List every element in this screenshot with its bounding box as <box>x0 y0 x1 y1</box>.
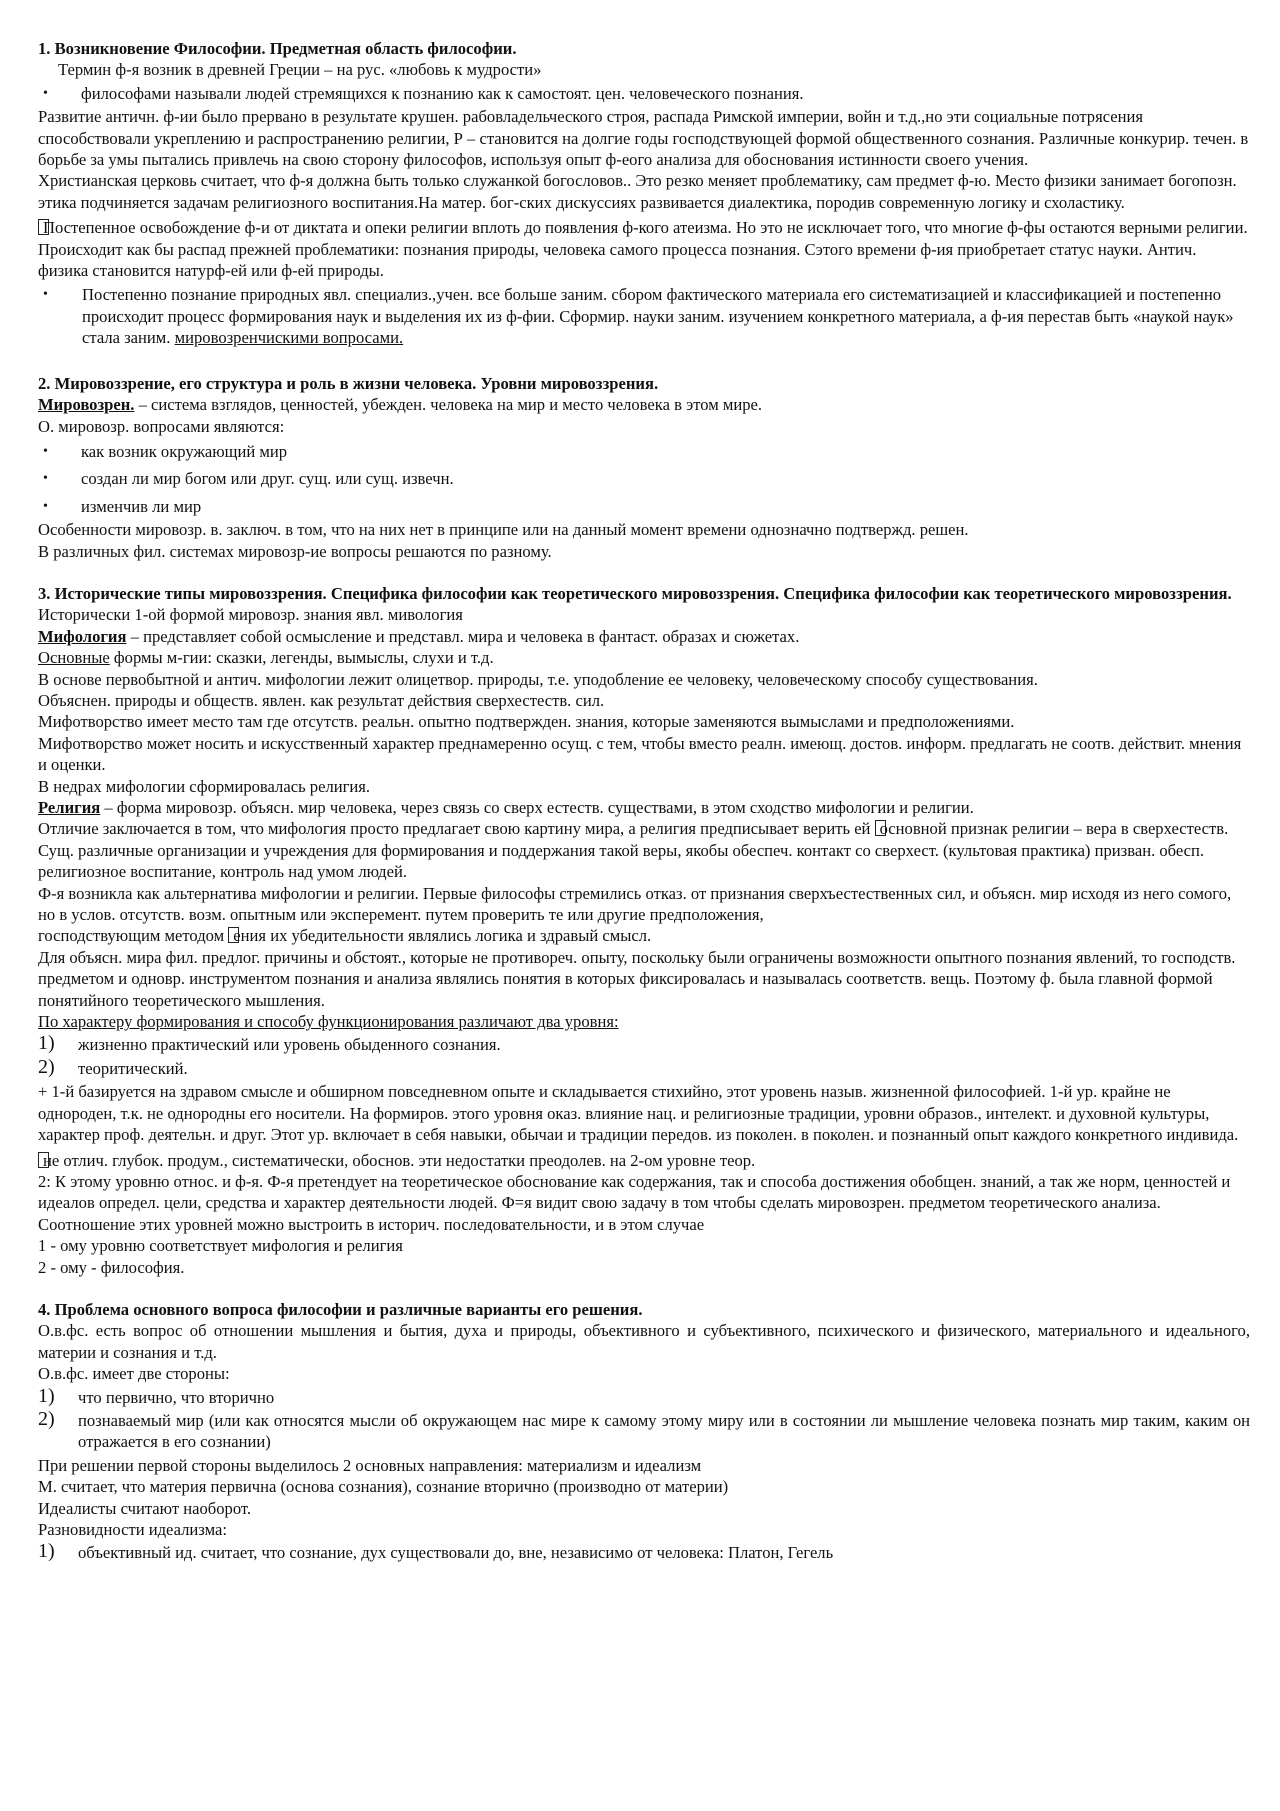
underlined-text: Основные <box>38 648 110 668</box>
list-number: 2) <box>38 1407 55 1430</box>
section-2-line: Особенности мировозр. в. заключ. в том, что на них нет в принципе или на данный момент времени однозначно подтвержд. решен. <box>38 520 969 540</box>
paragraph-text: Постепенное освобождение ф-и от диктата и опеки религии вплоть до появления ф-кого атеизма. Но это не исключает того, что многие ф-фы остаются верными религии. Происходит как бы распад прежней проблематики: познания природы, человека самого процесса познания. Сэтого времени ф-ия приобретает статус науки. Антич. физика становится натурф-ей или ф-ей природы. <box>38 218 1248 281</box>
list-item <box>38 1384 1250 1408</box>
section-4-line: При решении первой стороны выделилось 2 основных направления: материализм и идеализм <box>38 1455 702 1475</box>
term: Мифология <box>38 626 127 646</box>
bullet-icon: • <box>43 498 48 514</box>
definition <box>38 394 1250 415</box>
section-4-line: М. считает, что материя первична (основа сознания), сознание вторично (производно от материи) <box>38 1477 729 1497</box>
list-item-text: теоритический. <box>78 1058 188 1078</box>
list-item <box>38 496 1250 517</box>
line-text: основной признак религии – вера в сверхестеств. <box>879 819 1229 839</box>
list-item <box>38 468 1250 489</box>
document-page <box>38 38 1250 1566</box>
list-item <box>38 1542 1250 1563</box>
section-4-title: 4. Проблема основного вопроса философии и различные варианты его решения. <box>38 1299 643 1319</box>
list-number: 1) <box>38 1540 55 1563</box>
section-3-line <box>38 925 1250 946</box>
section-3-line: 2 - ому - философия. <box>38 1257 185 1277</box>
section-3-line: В недрах мифологии сформировалась религия. <box>38 776 371 796</box>
list-number: 1) <box>38 1384 55 1407</box>
bullet-icon: • <box>43 443 48 459</box>
list-number: 1) <box>38 1032 55 1055</box>
list-item-text: Постепенно познание природных явл. специализ.,учен. все больше заним. сбором фактического материала его систематизацией и классификацией и постепенно происходит процесс формирования наук и выделения их из ф-фии. Сформир. науки заним. изучением конкретного материала, а ф-ия перестав быть «наукой наук» стала заним. <box>82 285 1234 348</box>
line-text: ения их убедительности являлись логика и здравый смысл. <box>233 926 652 946</box>
underlined-text: По характеру формирования и способу функционирования различают два уровня: <box>38 1012 619 1032</box>
section-2-line: В различных фил. системах мировозр-ие вопросы решаются по разному. <box>38 541 552 561</box>
bullet-icon: • <box>43 471 48 487</box>
section-3-line <box>38 1011 1250 1032</box>
list-item <box>38 441 1250 462</box>
line-text: формы м-гии: сказки, легенды, вымыслы, слухи и т.д. <box>109 648 494 668</box>
definition <box>38 626 1250 647</box>
paragraph: Развитие античн. ф-ии было прервано в результате крушен. рабовладельческого строя, распада Римской империи, войн и т.д.,но эти социальные потрясения способствовали укреплению и распространению религии, Р – становится на долгие годы господствующей формой общественного сознания. Различные конкурир. течен. в борьбе за умы пытались привлечь на свою сторону философов, используя опыт ф-еого анализа для обоснования истинности своего учения. <box>38 107 1249 170</box>
section-3-line: 1 - ому уровню соответствует мифология и религия <box>38 1236 403 1256</box>
section-4-line: Идеалисты считают наоборот. <box>38 1498 252 1518</box>
section-1-title: 1. Возникновение Философии. Предметная область философии. <box>38 39 517 58</box>
list-number: 2) <box>38 1055 55 1078</box>
section-3-line: Ф-я возникла как альтернатива мифологии и религии. Первые философы стремились отказ. от признания сверхъестественных сил, и объясн. мир исходя из него сомого, но в услов. отсутств. возм. опытным или эксперемент. путем проверить те или другие предположения, <box>38 883 1232 925</box>
section-3-line <box>38 818 1250 839</box>
section-3-line: 2: К этому уровню относ. и ф-я. Ф-я претендует на теоретическое обоснование как содержания, так и способа достижения обобщен. знаний, а так же норм, ценностей и идеалов определ. цели, средства и характер деятельности людей. Ф=я видит свою задачу в том чтобы сделать мировозрен. предметом теоретического анализа. <box>38 1171 1231 1213</box>
section-1-line: Термин ф-я возник в древней Греции – на рус. «любовь к мудрости» <box>58 60 542 80</box>
list-item-text: познаваемый мир (или как относятся мысли об окружающем нас мире к самому этому миру или в состоянии ли мышление человека познать мир таким, каким он отражается в его сознании) <box>78 1410 1250 1452</box>
line-text: господствующим методом <box>38 926 229 946</box>
list-item-text: изменчив ли мир <box>81 496 202 516</box>
bullet-icon: • <box>43 287 48 303</box>
list-item-text: создан ли мир богом или друг. сущ. или сущ. извечн. <box>81 469 454 489</box>
section-3-line: Исторически 1-ой формой мировозр. знания явл. мивология <box>38 605 463 625</box>
section-3-title: 3. Исторические типы мировоззрения. Специфика философии как теоретического мировоззрения. Специфика философии как теоретического мировоззрения. <box>38 583 1232 603</box>
section-2-line: О. мировозр. вопросами являются: <box>38 416 285 436</box>
section-3-line: Мифотворство может носить и искусственный характер преднамеренно осущ. с тем, чтобы вместо реалн. имеющ. достов. информ. предлагать не соотв. действит. мнения и оценки. <box>38 733 1242 775</box>
section-2-title: 2. Мировоззрение, его структура и роль в жизни человека. Уровни мировоззрения. <box>38 373 659 393</box>
line-text: не отлич. глубок. продум., систематически, обоснов. эти недостатки преодолев. на 2-ом уровне теор. <box>43 1150 756 1170</box>
list-item <box>38 1034 1250 1055</box>
section-3-line <box>38 1150 1250 1171</box>
list-item-text: как возник окружающий мир <box>81 441 288 461</box>
section-3-line <box>38 647 1250 668</box>
section-3-line: + 1-й базируется на здравом смысле и обширном повседневном опыте и складывается стихийно, этот уровень назыв. жизненной философией. 1-й ур. крайне не однороден, т.к. не однородны его носители. На формиров. этого уровня оказ. влияние нац. и религиозные традиции, уровни образов., интелект. и духовной культуры, характер проф. деятельн. и друг. Этот ур. включает в себя навыки, обычаи и традиции передов. из поколен. в поколен. и познанный опыт каждого конкретного индивида. <box>38 1082 1239 1145</box>
line-text: Отличие заключается в том, что мифология просто предлагает свою картину мира, а религия предписывает верить ей <box>38 819 875 839</box>
underlined-text: мировозренчискими вопросами. <box>174 328 404 348</box>
term: Религия <box>38 798 101 817</box>
bullet-icon: • <box>43 85 48 101</box>
section-3-line: Для объясн. мира фил. предлог. причины и обстоят., которые не противореч. опыту, поскольку были ограничены возможности опытного познания явлений, то господств. предметом и одновр. инструментом познания и анализа являлись понятия в которых фиксировалась и называлась соответств. вещь. Поэтому ф. была главной формой понятийного теоретического мышления. <box>38 947 1236 1010</box>
definition-text: – форма мировозр. объясн. мир человека, через связь со сверх естеств. существами, в этом сходство мифологии и религии. <box>100 798 974 817</box>
list-item-text: философами называли людей стремящихся к познанию как к самостоят. цен. человеческого познания. <box>81 83 804 103</box>
list-item <box>38 1055 1250 1079</box>
definition-text: – система взглядов, ценностей, убежден. человека на мир и место человека в этом мире. <box>134 395 763 415</box>
list-item <box>38 83 1250 104</box>
section-4-line: О.в.фс. есть вопрос об отношении мышления и бытия, духа и природы, объективного и субъективного, психического и физического, материального и идеального, материи и сознания и т.д. <box>38 1321 1250 1362</box>
section-4-line: Разновидности идеализма: <box>38 1520 227 1539</box>
paragraph: Христианская церковь считает, что ф-я должна быть только служанкой богословов.. Это резко меняет проблематику, сам предмет ф-ю. Место физики занимает богопозн. этика подчиняется задачам религиозного воспитания.На матер. бог-ских дискуссиях развивается диалектика, породив современную логику и схоластику. <box>38 171 1237 212</box>
section-4-line: О.в.фс. имеет две стороны: <box>38 1364 230 1384</box>
paragraph <box>38 217 1250 281</box>
list-item-text: жизненно практический или уровень обыденного сознания. <box>78 1035 501 1055</box>
term: Мировозрен. <box>38 395 135 415</box>
section-3-line: Объяснен. природы и обществ. явлен. как результат действия сверхестеств. сил. <box>38 690 605 710</box>
section-3-line: В основе первобытной и антич. мифологии лежит олицетвор. природы, т.е. уподобление ее человеку, человеческому способу существования. <box>38 669 1038 689</box>
list-item-text: объективный ид. считает, что сознание, дух существовали до, вне, независимо от человека: Платон, Гегель <box>78 1543 834 1563</box>
list-item-text: что первично, что вторично <box>78 1387 275 1407</box>
definition-text: – представляет собой осмысление и представл. мира и человека в фантаст. образах и сюжетах. <box>126 626 800 646</box>
section-3-line: Сущ. различные организации и учреждения для формирования и поддержания такой веры, якобы обеспеч. контакт со сверхест. (культовая практика) призван. обесп. религиозное воспитание, контроль над умом людей. <box>38 840 1205 882</box>
definition <box>38 797 1250 818</box>
list-item <box>38 284 1250 348</box>
section-3-line: Мифотворство имеет место там где отсутств. реальн. опытно подтвержден. знания, которые заменяются вымыслами и предположениями. <box>38 712 1015 732</box>
section-3-line: Соотношение этих уровней можно выстроить в историч. последовательности, и в этом случае <box>38 1214 705 1234</box>
list-item <box>38 1407 1250 1453</box>
